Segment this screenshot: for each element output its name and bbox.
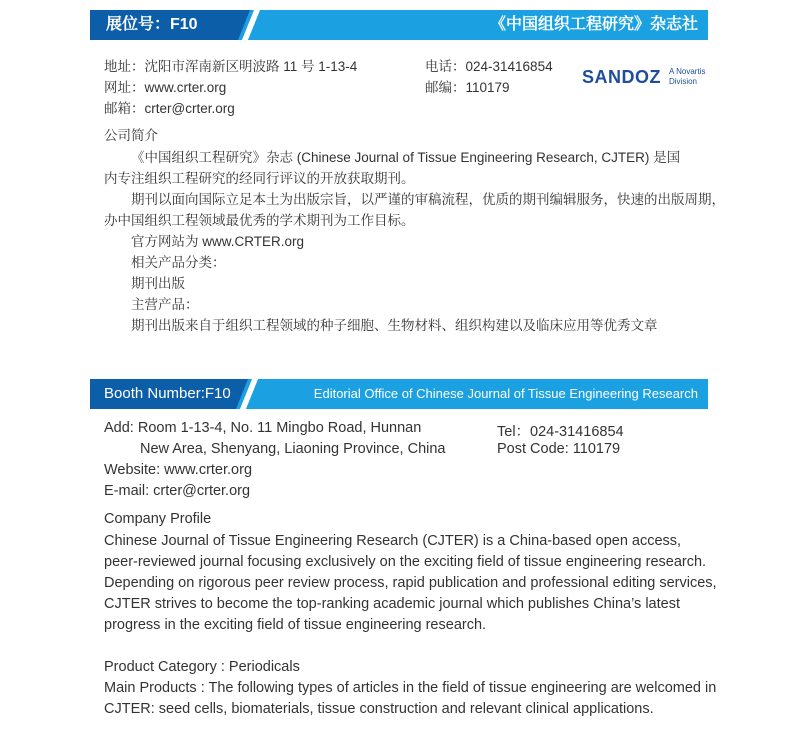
category-title: 相关产品分类： (131, 255, 226, 270)
products-value: 期刊出版来自于组织工程领域的种子细胞、生物材料、组织构建以及临床应用等优秀文章 (131, 318, 658, 333)
email[interactable]: 邮箱：crter@crter.org (104, 101, 235, 116)
product-category: Product Category : Periodicals (104, 659, 300, 675)
phone: 电话：024-31416854 (425, 59, 553, 74)
profile-line-4: CJTER strives to become the top-ranking academic journal which publishes China’s latest (104, 596, 680, 612)
products-title: 主营产品： (131, 297, 199, 312)
cn-header-banner (90, 10, 708, 40)
website[interactable]: Website: www.crter.org (104, 462, 253, 478)
profile-paragraph-1-line-2: 内专注组织工程研究的经同行评议的开放获取期刊。 (104, 171, 415, 186)
address-line-2: New Area, Shenyang, Liaoning Province, China (140, 441, 446, 457)
profile-line-2: peer-reviewed journal focusing exclusively on the exciting field of tissue engineering research. (104, 554, 707, 570)
profile-paragraph-2-line-2: 办中国组织工程领域最优秀的学术期刊为工作目标。 (104, 213, 415, 228)
profile-title: 公司简介 (104, 128, 158, 143)
postcode: 邮编：110179 (425, 80, 510, 95)
tel: Tel：024-31416854 (497, 424, 624, 440)
address-line-1: Add: Room 1-13-4, No. 11 Mingbo Road, Hunnan (104, 420, 422, 436)
profile-line-3: Depending on rigorous peer review process, rapid publication and professional editing services, (104, 575, 717, 591)
profile-line-5: progress in the exciting field of tissue engineering research. (104, 617, 487, 633)
en-header-banner (90, 379, 708, 409)
sandoz-logo (582, 66, 712, 88)
profile-title: Company Profile (104, 511, 212, 527)
category-value: 期刊出版 (131, 276, 185, 291)
postcode: Post Code: 110179 (497, 441, 621, 457)
logo-wordmark: SANDOZ (582, 67, 661, 87)
logo-subtitle (669, 67, 705, 87)
email[interactable]: E-mail: crter@crter.org (104, 483, 251, 499)
main-products-line-2: CJTER: seed cells, biomaterials, tissue construction and relevant clinical applications. (104, 701, 654, 717)
logo-subtitle-line-1: A Novartis (669, 67, 706, 76)
booth-number: Booth Number:F10 (104, 385, 231, 402)
exhibitor-name: Editorial Office of Chinese Journal of Tissue Engineering Research (313, 386, 698, 401)
logo-subtitle-line-2: Division (669, 77, 698, 86)
profile-line-1: Chinese Journal of Tissue Engineering Research (CJTER) is a China-based open access, (104, 533, 682, 549)
booth-number: 展位号：F10 (106, 16, 198, 33)
profile-paragraph-2-line-1: 期刊以面向国际立足本土为出版宗旨，以严谨的审稿流程，优质的期刊编辑服务，快速的出版周期， (131, 192, 725, 207)
main-products-line-1: Main Products : The following types of articles in the field of tissue engineering are welcomed in (104, 680, 717, 696)
profile-paragraph-1-line-1: 《中国组织工程研究》杂志 (Chinese Journal of Tissue Engineering Research, CJTER) 是国 (131, 150, 681, 165)
address: 地址：沈阳市浑南新区明波路 11 号 1-13-4 (104, 59, 358, 74)
website[interactable]: 网址：www.crter.org (104, 80, 227, 95)
official-site-line: 官方网站为 www.CRTER.org (131, 234, 305, 249)
exhibitor-name: 《中国组织工程研究》杂志社 (489, 16, 698, 33)
